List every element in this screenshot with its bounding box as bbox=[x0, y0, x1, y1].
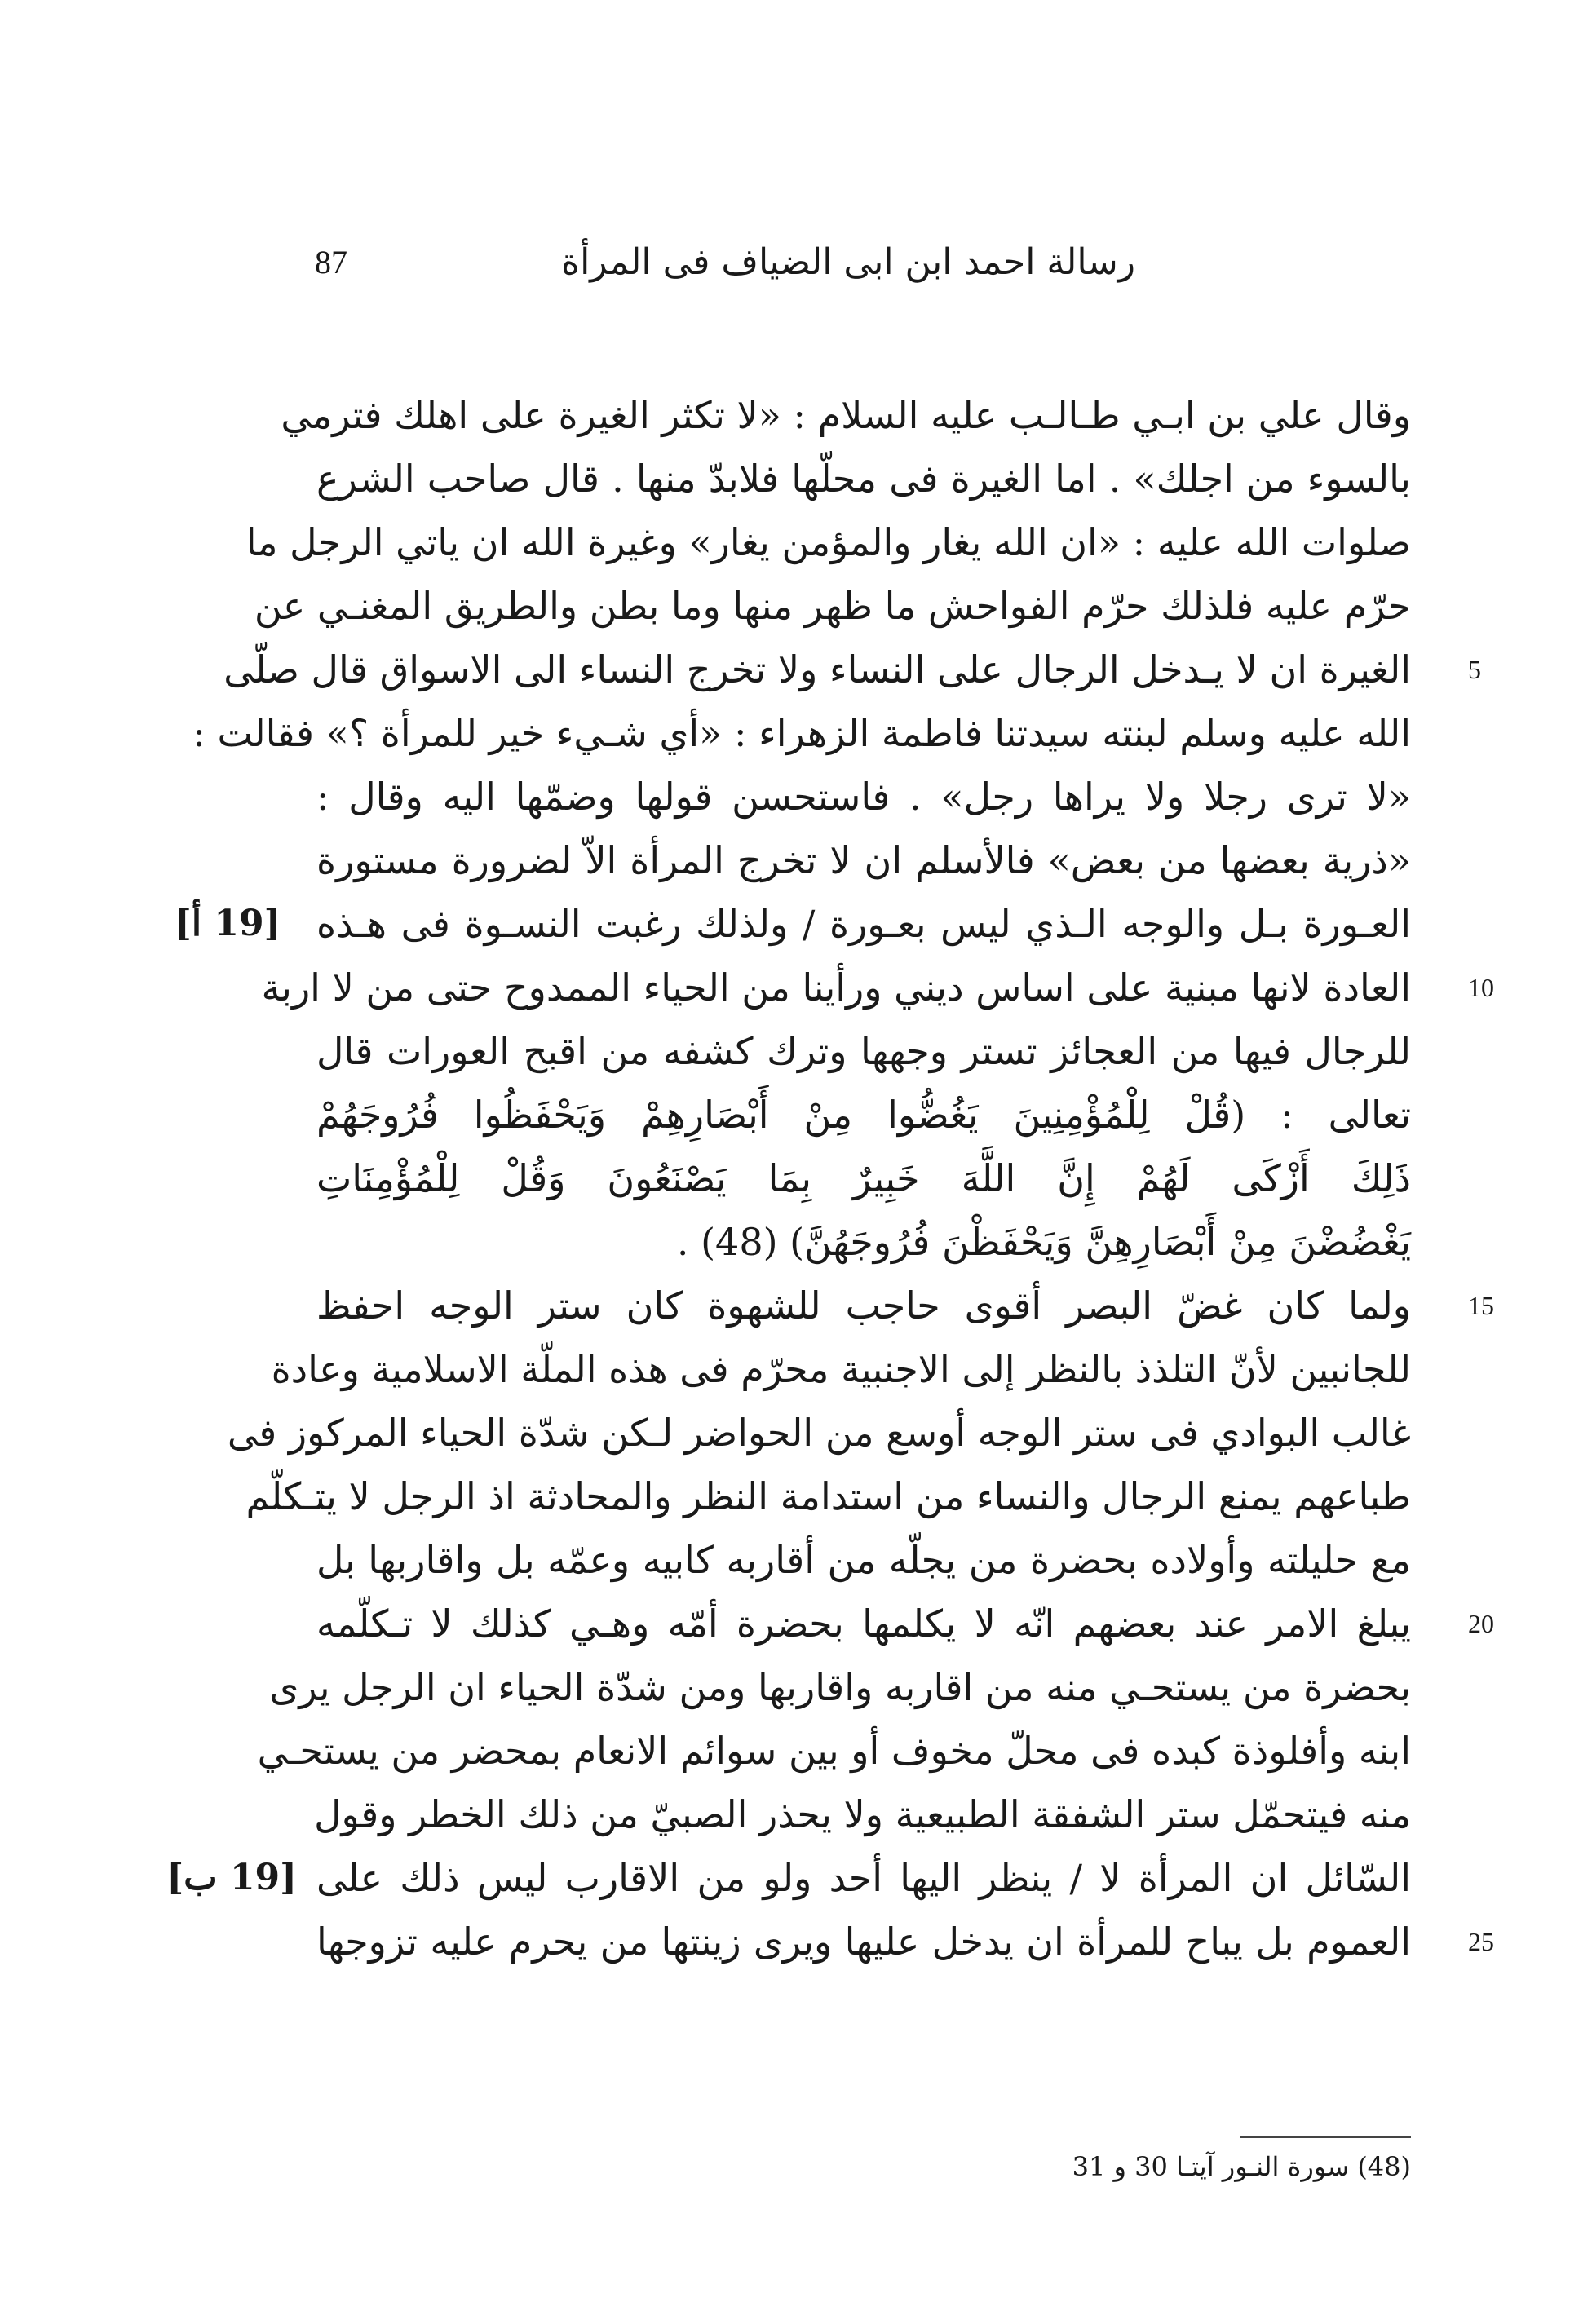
text-line: العـورة بـل والوجه الـذي ليس بعـورة / ولذلك رغبت النسـوة فى هـذه bbox=[316, 902, 1411, 946]
text-line: يبلغ الامر عند بعضهم انّه لا يكلمها بحضرة أمّه وهـي كذلك لا تـكلّمه bbox=[316, 1602, 1411, 1646]
text-line: ولما كان غضّ البصر أقوى حاجب للشهوة كان ستر الوجه احفظ bbox=[316, 1284, 1411, 1328]
text-line: يَغْضُضْنَ مِنْ أَبْصَارِهِنَّ وَيَحْفَظْنَ فُرُوجَهُنَّ) (48) . bbox=[676, 1220, 1411, 1264]
footnote: (48) سورة النـور آيتـا 30 و 31 bbox=[1072, 2151, 1411, 2182]
text-line: وقال علي بن ابـي طـالـب عليه السلام : «لا تكثر الغيرة على اهلك فترمي bbox=[281, 393, 1411, 437]
text-line: طباعهم يمنع الرجال والنساء من استدامة النظر والمحادثة اذ الرجل لا يتـكلّم bbox=[245, 1474, 1411, 1518]
folio-marker: [19 أ] bbox=[175, 903, 281, 944]
line-number: 25 bbox=[1468, 1927, 1494, 1956]
text-line: بحضرة من يستحـي منه من اقاربه واقاربها ومن شدّة الحياء ان الرجل يرى bbox=[269, 1665, 1411, 1709]
folio-marker: [19 ب] bbox=[166, 1857, 297, 1898]
line-number: 5 bbox=[1468, 655, 1481, 684]
text-line: للجانبين لأنّ التلذذ بالنظر إلى الاجنبية محرّم فى هذه الملّة الاسلامية وعادة bbox=[271, 1347, 1411, 1391]
text-line: حرّم عليه فلذلك حرّم الفواحش ما ظهر منها وما بطن والطريق المغنـي عن bbox=[254, 584, 1411, 628]
footnote-rule bbox=[1240, 2136, 1411, 2138]
text-line: العادة لانها مبنية على اساس ديني ورأينا من الحياء الممدوح حتى من لا اربة bbox=[261, 965, 1411, 1010]
line-number: 15 bbox=[1468, 1291, 1494, 1320]
text-line: مع حليلته وأولاده بحضرة من يجلّه من أقاربه كابيه وعمّه بل واقاربها بل bbox=[316, 1538, 1411, 1582]
text-line: ابنه وأفلوذة كبده فى محلّ مخوف أو بين سوائم الانعام بمحضر من يستحـي bbox=[257, 1729, 1411, 1773]
text-line: «لا ترى رجلا ولا يراها رجل» . فاستحسن قولها وضمّها اليه وقال : bbox=[316, 775, 1411, 819]
running-header-title: رسالة احمد ابن ابى الضياف فى المرأة bbox=[561, 241, 1135, 283]
text-line: الغيرة ان لا يـدخل الرجال على النساء ولا تخرج النساء الى الاسواق قال صلّى bbox=[223, 647, 1411, 691]
text-line: السّائل ان المرأة لا / ينظر اليها أحد ولو من الاقارب ليس ذلك على bbox=[316, 1856, 1411, 1900]
line-number: 10 bbox=[1468, 973, 1494, 1002]
text-line: تعالى : (قُلْ لِلْمُؤْمِنِينَ يَغُضُّوا مِنْ أَبْصَارِهِمْ وَيَحْفَظُوا فُرُوجَهُمْ bbox=[316, 1093, 1411, 1137]
text-line: للرجال فيها من العجائز تستر وجهها وترك كشفه من اقبح العورات قال bbox=[316, 1029, 1411, 1073]
text-line: الله عليه وسلم لبنته سيدتنا فاطمة الزهراء : «أي شـيء خير للمرأة ؟» فقالت : bbox=[192, 711, 1411, 755]
text-line: «ذرية بعضها من بعض» فالأسلم ان لا تخرج المرأة الاّ لضرورة مستورة bbox=[316, 838, 1411, 882]
text-line: بالسوء من اجلك» . اما الغيرة فى محلّها فلابدّ منها . قال صاحب الشرع bbox=[316, 457, 1411, 501]
text-line: صلوات الله عليه : «ان الله يغار والمؤمن يغار» وغيرة الله ان ياتي الرجل ما bbox=[245, 520, 1411, 564]
text-line: غالب البوادي فى ستر الوجه أوسع من الحواضر لـكن شدّة الحياء المركوز فى bbox=[227, 1411, 1411, 1455]
text-line: منه فيتحمّل ستر الشفقة الطبيعية ولا يحذر الصبيّ من ذلك الخطر وقول bbox=[314, 1792, 1411, 1836]
text-line: ذَلِكَ أَزْكَى لَهُمْ إِنَّ اللَّهَ خَبِيرٌ بِمَا يَصْنَعُونَ وَقُلْ لِلْمُؤْمِنَاتِ bbox=[316, 1156, 1411, 1200]
line-number: 20 bbox=[1468, 1609, 1494, 1638]
page-number: 87 bbox=[315, 244, 347, 281]
text-line: العموم بل يباح للمرأة ان يدخل عليها ويرى زينتها من يحرم عليه تزوجها bbox=[316, 1920, 1411, 1964]
